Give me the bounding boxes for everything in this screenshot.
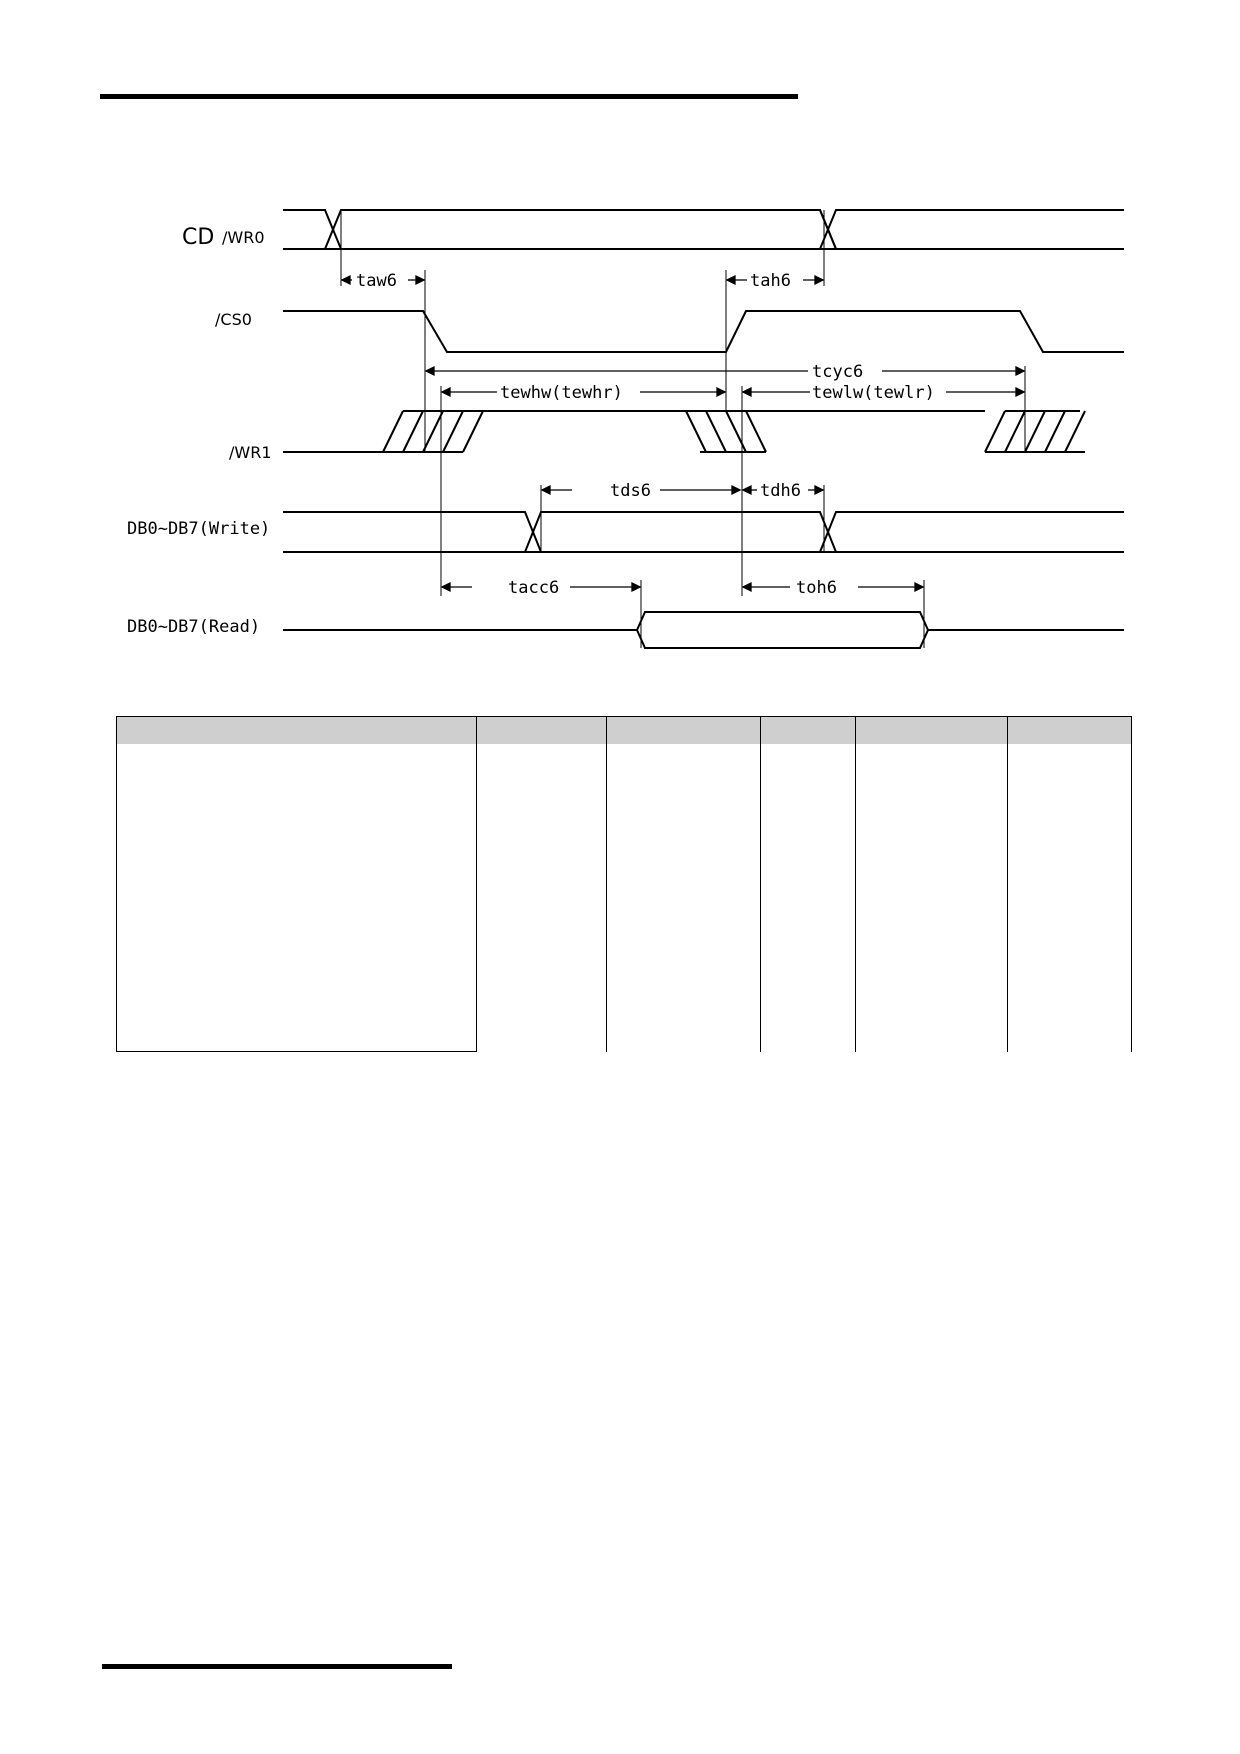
tewhw-label: tewhw(tewhr)	[500, 383, 623, 403]
timing-diagram	[0, 0, 1240, 700]
table-header-row	[117, 717, 1132, 745]
table-cell	[117, 857, 477, 997]
table-cell	[117, 997, 477, 1052]
table-cell	[476, 744, 607, 857]
table-cell	[1008, 997, 1132, 1052]
table-header-cell	[117, 717, 477, 745]
footer-rule	[102, 1664, 452, 1669]
db-write-label: DB0~DB7(Write)	[127, 519, 271, 539]
table-cell	[1008, 857, 1132, 997]
db-read-waveform	[283, 612, 1124, 648]
tah6-label: tah6	[750, 271, 791, 291]
tcyc6-label: tcyc6	[812, 362, 864, 382]
table-cell	[1008, 744, 1132, 857]
wr1-label: /WR1	[229, 443, 272, 462]
table-header-cell	[1008, 717, 1132, 745]
table-header-cell	[856, 717, 1008, 745]
timing-arrows	[342, 276, 1024, 591]
tewlw-label: tewlw(tewlr)	[812, 383, 935, 403]
timing-spec-table	[116, 716, 1132, 1052]
wr1-waveform	[283, 411, 1085, 452]
table-cell	[856, 857, 1008, 997]
table-cell	[607, 744, 761, 857]
table-row	[117, 857, 1132, 997]
table-cell	[761, 857, 856, 997]
table-header-cell	[761, 717, 856, 745]
tds6-label: tds6	[610, 481, 651, 501]
table-cell	[476, 997, 607, 1052]
cs0-label: /CS0	[215, 310, 252, 329]
table-header-cell	[607, 717, 761, 745]
taw6-label: taw6	[356, 271, 397, 291]
table-cell	[117, 744, 477, 857]
tdh6-label: tdh6	[760, 481, 801, 501]
wr0-label: /WR0	[222, 228, 265, 247]
table-cell	[607, 997, 761, 1052]
cs0-waveform	[283, 311, 1124, 352]
reference-lines	[341, 210, 1025, 648]
cd-label: CD	[182, 225, 215, 250]
table-cell	[761, 744, 856, 857]
table-row	[117, 744, 1132, 857]
table-row	[117, 997, 1132, 1052]
table-cell	[476, 857, 607, 997]
db-read-label: DB0~DB7(Read)	[127, 617, 261, 637]
cd-wr0-waveform	[283, 210, 1124, 249]
table-cell	[856, 744, 1008, 857]
table-cell	[856, 997, 1008, 1052]
db-write-waveform	[283, 512, 1124, 552]
table-header-cell	[476, 717, 607, 745]
toh6-label: toh6	[796, 578, 837, 598]
table-cell	[761, 997, 856, 1052]
table-cell	[607, 857, 761, 997]
tacc6-label: tacc6	[508, 578, 560, 598]
